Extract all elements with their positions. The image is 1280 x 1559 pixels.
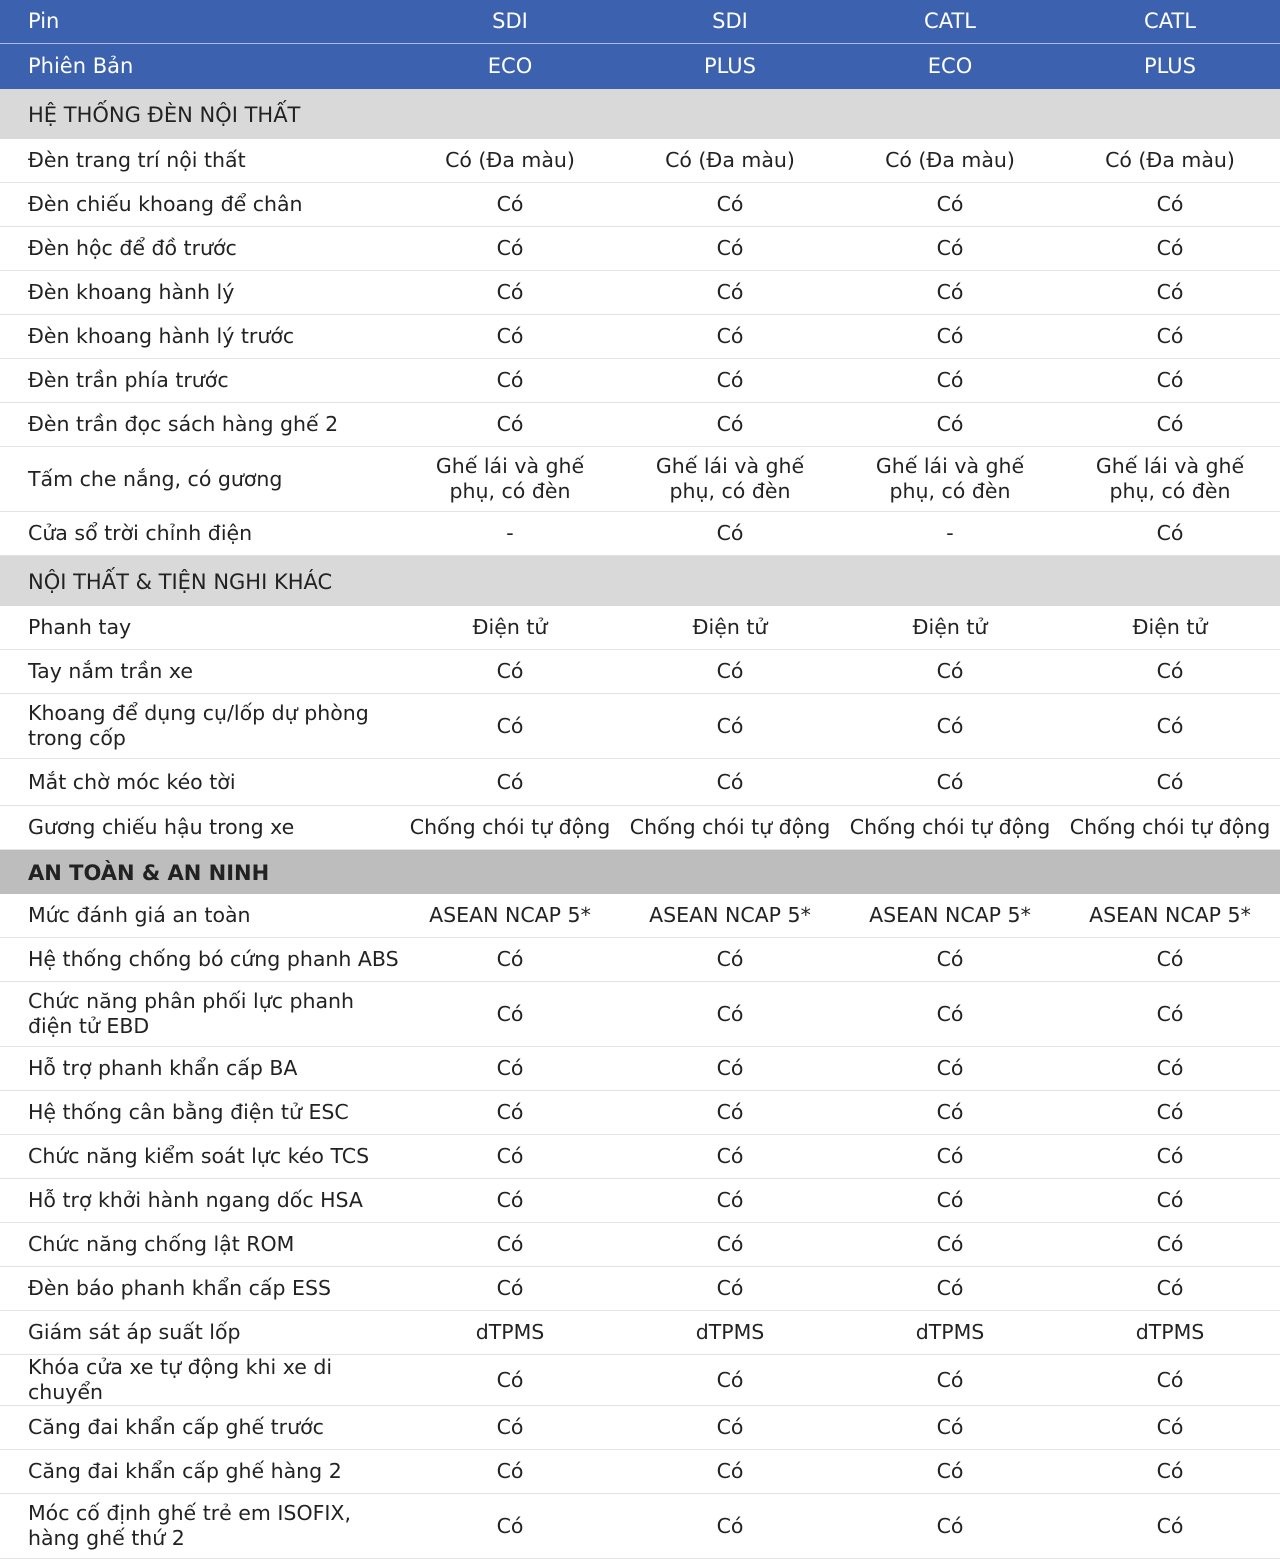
- row-value: Có: [1060, 982, 1280, 1047]
- row-value: Có: [1060, 1267, 1280, 1311]
- row-value: Có: [620, 1450, 840, 1494]
- row-value: dTPMS: [1060, 1311, 1280, 1355]
- row-label: Đèn hộc để đồ trước: [0, 227, 400, 271]
- row-value: Ghế lái và ghế phụ, có đèn: [400, 447, 620, 512]
- row-label: Hỗ trợ khởi hành ngang dốc HSA: [0, 1179, 400, 1223]
- row-value: Có (Đa màu): [620, 139, 840, 183]
- row-label: Đèn trang trí nội thất: [0, 139, 400, 183]
- header-row-battery: [0, 0, 1280, 44]
- row-value: Có: [840, 1267, 1060, 1311]
- row-value: Có: [400, 1091, 620, 1135]
- table-row: [0, 1311, 1280, 1355]
- row-value: Chống chói tự động: [400, 806, 620, 850]
- row-label: Căng đai khẩn cấp ghế hàng 2: [0, 1450, 400, 1494]
- row-value: Có: [620, 1406, 840, 1450]
- row-value: Có: [840, 227, 1060, 271]
- row-value: Có: [1060, 694, 1280, 759]
- row-value: Có: [840, 1179, 1060, 1223]
- table-row: [0, 315, 1280, 359]
- row-value: Có: [1060, 1047, 1280, 1091]
- row-value: Có: [400, 759, 620, 806]
- row-value: Có: [400, 1450, 620, 1494]
- header-battery-value: CATL: [840, 0, 1060, 44]
- row-value: -: [840, 512, 1060, 556]
- row-value: Có: [400, 1223, 620, 1267]
- row-value: Có: [840, 1091, 1060, 1135]
- row-value: Có: [620, 982, 840, 1047]
- row-value: Có: [840, 1450, 1060, 1494]
- row-value: Có: [400, 1179, 620, 1223]
- section-title: NỘI THẤT & TIỆN NGHI KHÁC: [0, 556, 1280, 607]
- header-row-version: [0, 44, 1280, 90]
- row-value: dTPMS: [840, 1311, 1060, 1355]
- row-value: Có: [1060, 183, 1280, 227]
- row-value: Có: [840, 271, 1060, 315]
- table-row: [0, 982, 1280, 1047]
- row-value: Có: [840, 359, 1060, 403]
- header-version-value: ECO: [400, 44, 620, 90]
- row-value: Có: [400, 1355, 620, 1406]
- row-value: Có: [840, 1355, 1060, 1406]
- row-value: Có: [1060, 938, 1280, 982]
- row-value: ASEAN NCAP 5*: [620, 894, 840, 938]
- row-value: ASEAN NCAP 5*: [400, 894, 620, 938]
- row-value: Ghế lái và ghế phụ, có đèn: [840, 447, 1060, 512]
- row-value: Có: [400, 227, 620, 271]
- row-value: Có: [1060, 403, 1280, 447]
- row-value: Chống chói tự động: [840, 806, 1060, 850]
- table-row: [0, 1406, 1280, 1450]
- row-value: ASEAN NCAP 5*: [1060, 894, 1280, 938]
- row-value: Có: [400, 403, 620, 447]
- row-value: Có: [840, 982, 1060, 1047]
- row-label: Hệ thống cân bằng điện tử ESC: [0, 1091, 400, 1135]
- table-row: [0, 1135, 1280, 1179]
- row-value: Có (Đa màu): [400, 139, 620, 183]
- row-value: Có: [620, 1355, 840, 1406]
- header-version-value: PLUS: [620, 44, 840, 90]
- header-battery-value: CATL: [1060, 0, 1280, 44]
- row-value: Có: [400, 183, 620, 227]
- table-row: [0, 759, 1280, 806]
- row-value: Có (Đa màu): [840, 139, 1060, 183]
- row-value: Có: [620, 1223, 840, 1267]
- row-label: Đèn khoang hành lý: [0, 271, 400, 315]
- row-value: Có: [400, 315, 620, 359]
- row-value: Chống chói tự động: [1060, 806, 1280, 850]
- row-value: Điện tử: [1060, 606, 1280, 650]
- row-value: Có: [840, 1135, 1060, 1179]
- row-value: Có: [1060, 271, 1280, 315]
- row-value: Có: [620, 403, 840, 447]
- table-row: [0, 1494, 1280, 1559]
- row-value: Có: [840, 1047, 1060, 1091]
- row-value: Có: [400, 1406, 620, 1450]
- row-value: Có: [400, 938, 620, 982]
- row-value: Có: [620, 315, 840, 359]
- table-row: [0, 183, 1280, 227]
- header-battery-value: SDI: [400, 0, 620, 44]
- table-row: [0, 359, 1280, 403]
- row-value: Có: [620, 759, 840, 806]
- row-label: Khóa cửa xe tự động khi xe di chuyển: [0, 1355, 400, 1406]
- row-label: Chức năng phân phối lực phanh điện tử EBD: [0, 982, 400, 1047]
- row-label: Mắt chờ móc kéo tời: [0, 759, 400, 806]
- row-value: Có: [620, 227, 840, 271]
- row-label: Đèn khoang hành lý trước: [0, 315, 400, 359]
- table-row: [0, 694, 1280, 759]
- row-value: Có: [840, 1494, 1060, 1559]
- row-label: Đèn trần đọc sách hàng ghế 2: [0, 403, 400, 447]
- row-value: Điện tử: [840, 606, 1060, 650]
- table-row: [0, 1355, 1280, 1406]
- table-row: [0, 650, 1280, 694]
- row-value: Có: [1060, 1450, 1280, 1494]
- row-value: Có: [1060, 1223, 1280, 1267]
- row-value: dTPMS: [400, 1311, 620, 1355]
- row-value: Điện tử: [620, 606, 840, 650]
- row-label: Tay nắm trần xe: [0, 650, 400, 694]
- row-value: Có: [840, 759, 1060, 806]
- row-value: Có: [1060, 1179, 1280, 1223]
- row-value: Có: [1060, 512, 1280, 556]
- row-value: Có: [620, 512, 840, 556]
- table-row: [0, 806, 1280, 850]
- header-version-label: Phiên Bản: [0, 44, 400, 90]
- row-value: Có: [620, 1047, 840, 1091]
- row-value: Có: [400, 1494, 620, 1559]
- row-value: Có: [620, 650, 840, 694]
- row-value: Có: [1060, 1406, 1280, 1450]
- table-row: [0, 139, 1280, 183]
- row-value: Có: [1060, 1494, 1280, 1559]
- row-value: Có: [840, 650, 1060, 694]
- row-value: Ghế lái và ghế phụ, có đèn: [1060, 447, 1280, 512]
- row-value: Chống chói tự động: [620, 806, 840, 850]
- row-value: Có: [620, 183, 840, 227]
- row-value: Có: [400, 694, 620, 759]
- row-value: Có: [620, 1494, 840, 1559]
- row-label: Chức năng chống lật ROM: [0, 1223, 400, 1267]
- table-row: [0, 271, 1280, 315]
- row-value: Có: [840, 315, 1060, 359]
- row-label: Gương chiếu hậu trong xe: [0, 806, 400, 850]
- row-value: Có: [620, 1135, 840, 1179]
- row-value: Có: [840, 1406, 1060, 1450]
- row-value: Có: [400, 1047, 620, 1091]
- row-value: Có: [840, 183, 1060, 227]
- table-row: [0, 403, 1280, 447]
- row-label: Tấm che nắng, có gương: [0, 447, 400, 512]
- row-value: Có: [1060, 759, 1280, 806]
- table-row: [0, 1091, 1280, 1135]
- row-label: Căng đai khẩn cấp ghế trước: [0, 1406, 400, 1450]
- header-battery-value: SDI: [620, 0, 840, 44]
- row-label: Đèn chiếu khoang để chân: [0, 183, 400, 227]
- row-value: Có: [1060, 1135, 1280, 1179]
- row-value: Có: [400, 359, 620, 403]
- row-value: Có: [1060, 227, 1280, 271]
- row-label: Đèn báo phanh khẩn cấp ESS: [0, 1267, 400, 1311]
- row-label: Đèn trần phía trước: [0, 359, 400, 403]
- table-row: [0, 512, 1280, 556]
- row-value: Có: [840, 1223, 1060, 1267]
- row-value: Có: [400, 1135, 620, 1179]
- header-version-value: PLUS: [1060, 44, 1280, 90]
- table-row: [0, 447, 1280, 512]
- row-label: Phanh tay: [0, 606, 400, 650]
- row-value: ASEAN NCAP 5*: [840, 894, 1060, 938]
- section-header: [0, 556, 1280, 607]
- row-value: Có: [400, 1267, 620, 1311]
- section-header: [0, 89, 1280, 139]
- row-label: Chức năng kiểm soát lực kéo TCS: [0, 1135, 400, 1179]
- row-value: Có: [840, 694, 1060, 759]
- row-label: Hệ thống chống bó cứng phanh ABS: [0, 938, 400, 982]
- table-row: [0, 1223, 1280, 1267]
- table-row: [0, 1179, 1280, 1223]
- row-value: Có: [1060, 650, 1280, 694]
- row-value: -: [400, 512, 620, 556]
- row-value: Có: [1060, 1355, 1280, 1406]
- row-value: Có (Đa màu): [1060, 139, 1280, 183]
- row-value: Có: [620, 1267, 840, 1311]
- row-value: Ghế lái và ghế phụ, có đèn: [620, 447, 840, 512]
- section-title: HỆ THỐNG ĐÈN NỘI THẤT: [0, 89, 1280, 139]
- table-row: [0, 1450, 1280, 1494]
- table-row: [0, 227, 1280, 271]
- header-version-value: ECO: [840, 44, 1060, 90]
- row-label: Móc cố định ghế trẻ em ISOFIX, hàng ghế thứ 2: [0, 1494, 400, 1559]
- row-value: Có: [1060, 315, 1280, 359]
- table-row: [0, 606, 1280, 650]
- row-label: Khoang để dụng cụ/lốp dự phòng trong cốp: [0, 694, 400, 759]
- row-value: Có: [620, 271, 840, 315]
- row-value: Có: [620, 938, 840, 982]
- row-value: Có: [400, 271, 620, 315]
- row-value: Có: [620, 359, 840, 403]
- table-row: [0, 1047, 1280, 1091]
- table-row: [0, 1267, 1280, 1311]
- row-value: dTPMS: [620, 1311, 840, 1355]
- row-label: Cửa sổ trời chỉnh điện: [0, 512, 400, 556]
- row-label: Hỗ trợ phanh khẩn cấp BA: [0, 1047, 400, 1091]
- row-value: Có: [620, 1179, 840, 1223]
- row-value: Có: [620, 1091, 840, 1135]
- table-row: [0, 938, 1280, 982]
- row-value: Có: [620, 694, 840, 759]
- row-value: Có: [400, 982, 620, 1047]
- row-value: Có: [840, 938, 1060, 982]
- row-value: Có: [400, 650, 620, 694]
- row-value: Có: [1060, 359, 1280, 403]
- section-header: [0, 850, 1280, 895]
- table-row: [0, 894, 1280, 938]
- row-label: Giám sát áp suất lốp: [0, 1311, 400, 1355]
- row-value: Có: [1060, 1091, 1280, 1135]
- row-value: Có: [840, 403, 1060, 447]
- row-value: Điện tử: [400, 606, 620, 650]
- row-label: Mức đánh giá an toàn: [0, 894, 400, 938]
- section-title: AN TOÀN & AN NINH: [0, 850, 1280, 895]
- header-battery-label: Pin: [0, 0, 400, 44]
